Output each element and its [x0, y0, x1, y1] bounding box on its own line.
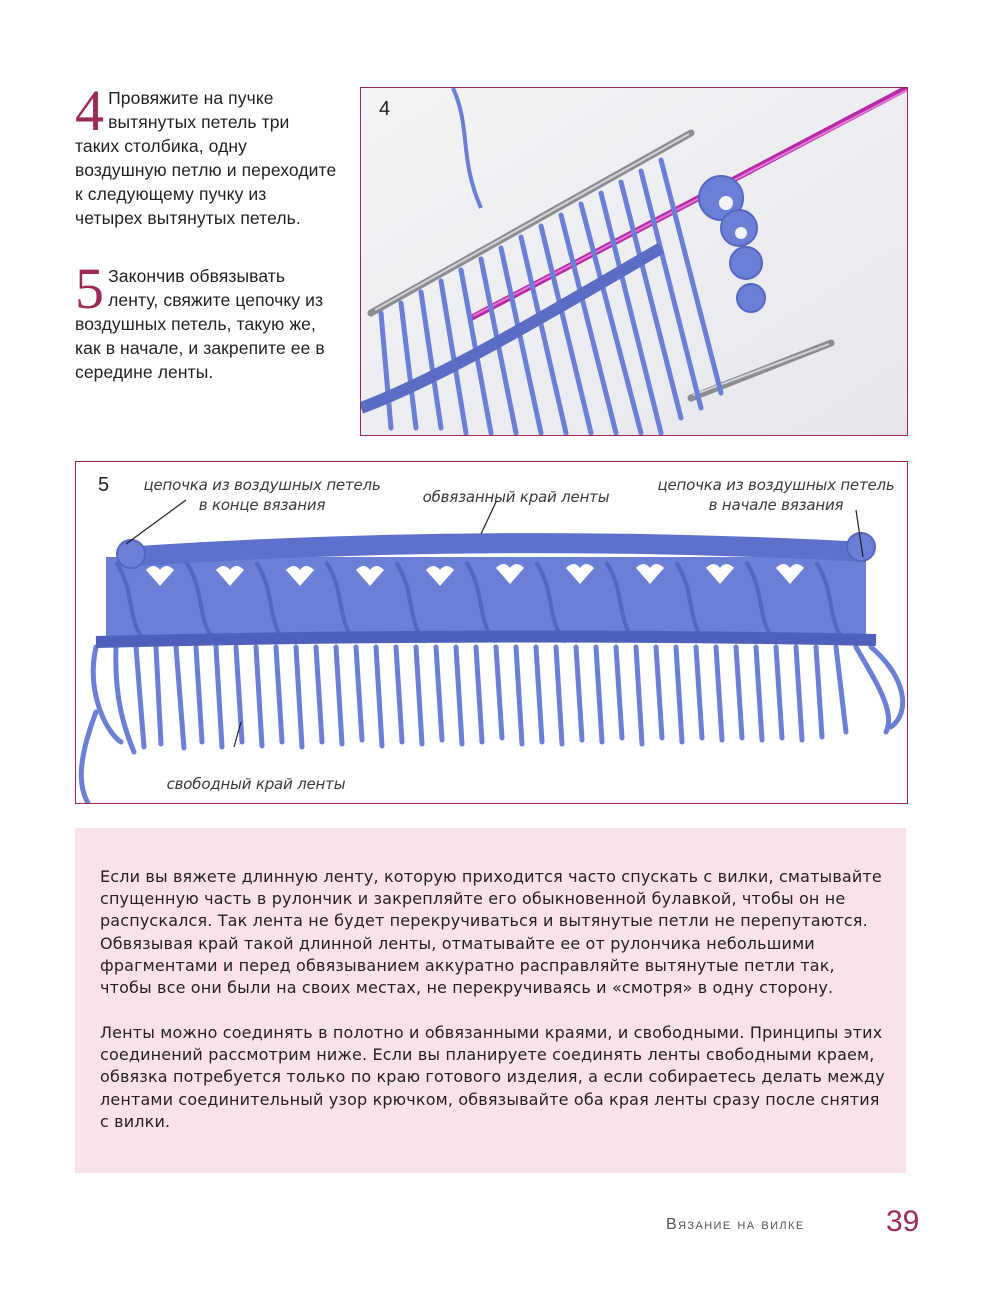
- step-5-instruction: [75, 256, 337, 384]
- page-number: 39: [886, 1205, 920, 1238]
- tip-paragraph: Если вы вяжете длинную ленту, которую приходится часто спускать с вилки, сматывайте спущенную часть в рулончик и закрепляйте его обыкновенной булавкой, чтобы он не распускался. Так лента не будет перекручиваться и вытянутые петли не перепутаются. Обвязывая край такой длинной ленты, отматывайте ее от рулончика небольшими фрагментами и перед обвязыванием аккуратно расправляйте вытянутые петли так, чтобы все они были на своих местах, не перекручиваясь и «смотря» в одну сторону.: [100, 867, 882, 998]
- section-title: Вязание на вилке: [666, 1216, 805, 1233]
- caption-bound-edge: обвязанный край ленты: [422, 488, 610, 506]
- caption-chain-start: цепочка из воздушных петель в начале вязания: [657, 476, 895, 514]
- photo-step-4: [360, 87, 908, 436]
- caption-free-edge: свободный край ленты: [166, 775, 346, 793]
- step-number: 5: [75, 256, 105, 321]
- photo-number: 4: [379, 98, 391, 120]
- caption-chain-end: цепочка из воздушных петель в конце вязания: [143, 476, 381, 514]
- step-text: Закончив обвязывать ленту, свяжите цепочку из воздушных петель, такую же, как в начале, и закрепите ее в середине ленты.: [75, 266, 325, 382]
- photo-number: 5: [98, 474, 110, 496]
- photo-step-5: [75, 461, 908, 804]
- knitting-fork-illustration: [361, 88, 907, 435]
- step-4-instruction: [75, 78, 337, 230]
- tip-paragraph: Ленты можно соединять в полотно и обвязанными краями, и свободными. Принципы этих соединений рассмотрим ниже. Если вы планируете соединять ленты свободными краем, обвязка потребуется только по краю готового изделия, а если собираетесь делать между лентами соединительный узор крючком, обвязывайте оба края ленты сразу после снятия с вилки.: [100, 1023, 885, 1131]
- step-text: Провяжите на пучке вытянутых петель три таких столбика, одну воздушную петлю и переходите к следующему пучку из четырех вытянутых петель.: [75, 88, 337, 228]
- tip-box: [75, 828, 906, 1173]
- step-number: 4: [75, 78, 105, 143]
